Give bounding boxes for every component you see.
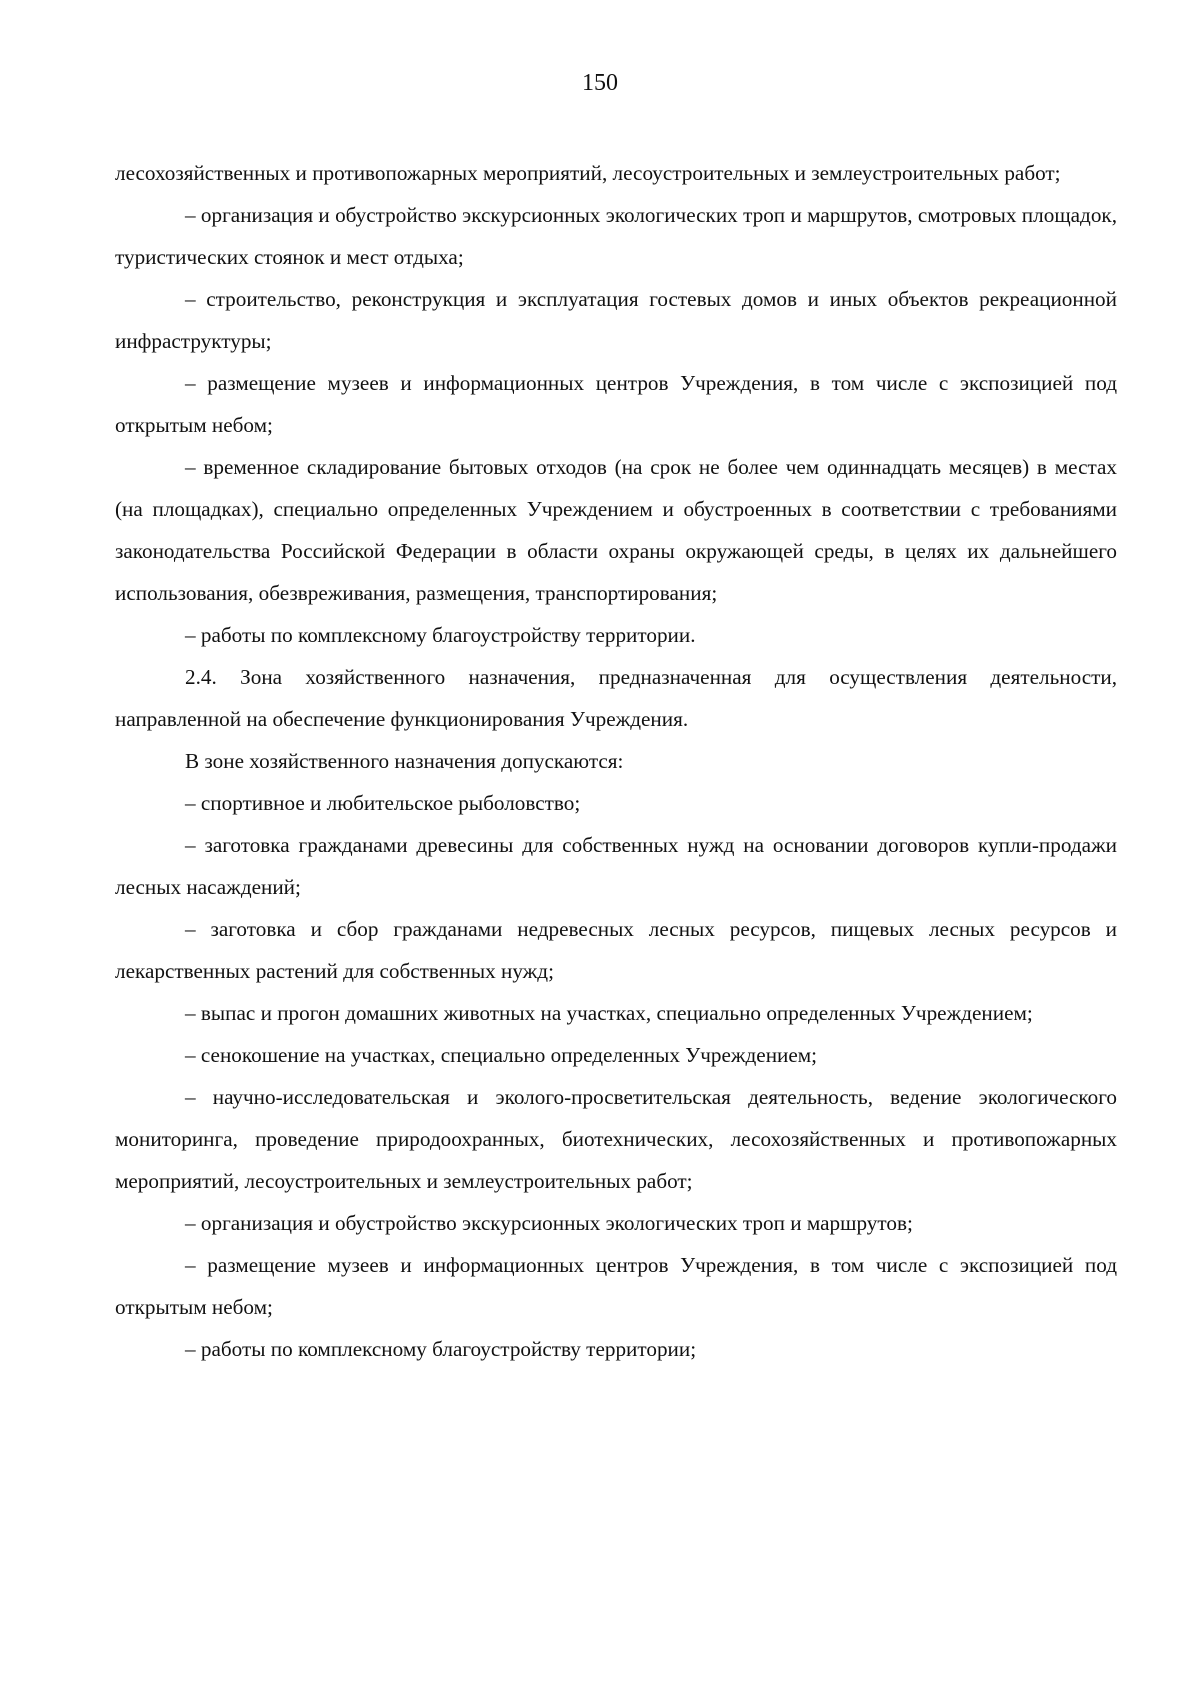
list-item: – временное складирование бытовых отходов (на срок не более чем одиннадцать месяцев) в местах (на площадках), специально определенных Учреждением и обустроенных в соответствии с требованиями законодательства Российской Федерации в области охраны окружающей среды, в целях их дальнейшего использования, обезвреживания, размещения, транспортирования; (115, 455, 1117, 605)
list-item: – организация и обустройство экскурсионных экологических троп и маршрутов, смотровых площадок, туристических стоянок и мест отдыха; (115, 203, 1117, 269)
list-item: – размещение музеев и информационных центров Учреждения, в том числе с экспозицией под открытым небом; (115, 371, 1117, 437)
list-item: – сенокошение на участках, специально определенных Учреждением; (185, 1043, 818, 1067)
list-item: – организация и обустройство экскурсионных экологических троп и маршрутов; (185, 1211, 913, 1235)
paragraph: В зоне хозяйственного назначения допускаются: (185, 749, 624, 773)
paragraph: лесохозяйственных и противопожарных мероприятий, лесоустроительных и землеустроительных работ; (115, 161, 1061, 185)
list-item: – работы по комплексному благоустройству территории. (185, 623, 696, 647)
list-item: – строительство, реконструкция и эксплуатация гостевых домов и иных объектов рекреационной инфраструктуры; (115, 287, 1117, 353)
section-heading-paragraph: 2.4. Зона хозяйственного назначения, предназначенная для осуществления деятельности, направленной на обеспечение функционирования Учреждения. (115, 665, 1117, 731)
page-number: 150 (582, 70, 618, 96)
list-item: – научно-исследовательская и эколого-просветительская деятельность, ведение экологического мониторинга, проведение природоохранных, биотехнических, лесохозяйственных и противопожарных мероприятий, лесоустроительных и землеустроительных работ; (115, 1085, 1117, 1193)
list-item: – размещение музеев и информационных центров Учреждения, в том числе с экспозицией под открытым небом; (115, 1253, 1117, 1319)
list-item: – спортивное и любительское рыболовство; (185, 791, 581, 815)
list-item: – заготовка и сбор гражданами недревесных лесных ресурсов, пищевых лесных ресурсов и лекарственных растений для собственных нужд; (115, 917, 1117, 983)
list-item: – заготовка гражданами древесины для собственных нужд на основании договоров купли-продажи лесных насаждений; (115, 833, 1117, 899)
list-item: – работы по комплексному благоустройству территории; (185, 1337, 697, 1361)
list-item: – выпас и прогон домашних животных на участках, специально определенных Учреждением; (185, 1001, 1033, 1025)
document-body (115, 152, 1117, 1370)
